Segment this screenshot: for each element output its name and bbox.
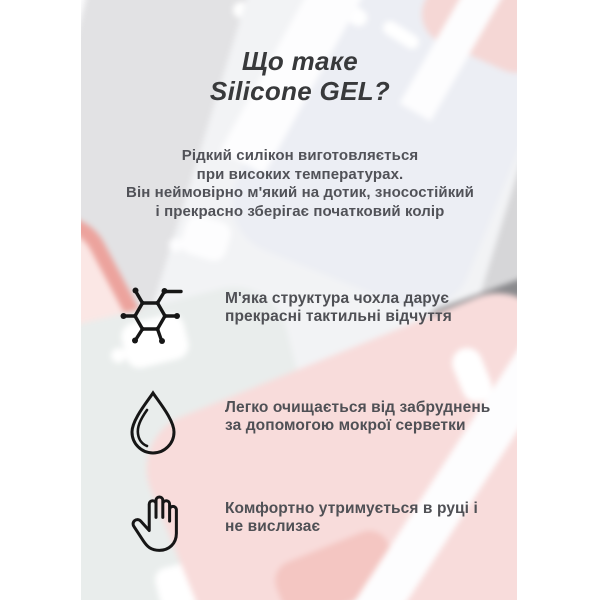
feature-line: за допомогою мокрої серветки <box>225 417 466 434</box>
intro-line: Рідкий силікон виготовляється <box>181 147 419 164</box>
page-title <box>0 46 600 106</box>
intro-line: і прекрасно зберігає початковий колір <box>155 202 445 220</box>
feature-row-comfort-grip <box>117 487 517 559</box>
water-drop-icon <box>117 386 189 458</box>
feature-line: Легко очищається від забруднень <box>225 398 491 416</box>
feature-row-easy-cleaning <box>117 386 517 458</box>
molecule-icon <box>117 277 189 349</box>
feature-line: не вислизає <box>225 518 321 535</box>
hand-icon <box>117 487 189 559</box>
feature-text <box>225 399 490 436</box>
title-line: Що таке <box>241 46 359 76</box>
title-line: Silicone GEL? <box>209 76 391 106</box>
feature-line: прекрасні тактильні відчуття <box>225 308 452 325</box>
intro-text <box>80 147 520 221</box>
feature-text <box>225 290 452 327</box>
intro-line: при високих температурах. <box>196 165 404 183</box>
feature-row-soft-structure <box>117 277 517 349</box>
feature-line: Комфортно утримується в руці і <box>225 499 478 517</box>
intro-line: Він неймовірно м'який на дотик, зносостійкий <box>126 184 474 202</box>
feature-line: М'яка структура чохла дарує <box>225 289 450 307</box>
feature-text <box>225 500 478 537</box>
